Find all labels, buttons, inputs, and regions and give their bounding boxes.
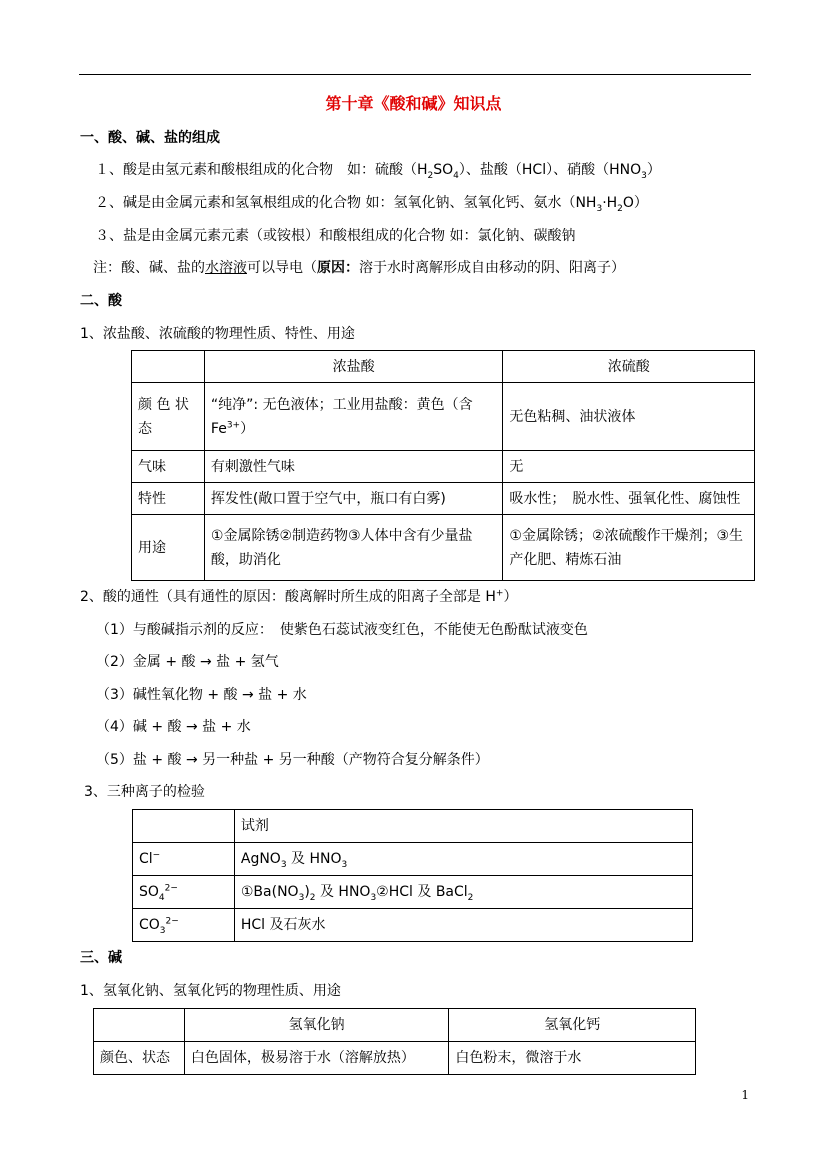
reagent-cl: AgNO$_3$ 及 $HNO_3$ — [234, 843, 692, 876]
ion-test-table — [132, 809, 693, 942]
section-heading-3: 三、碱 — [80, 950, 122, 966]
row-label-use: 用途 — [132, 515, 205, 581]
cell-naoh-color: 白色固体，极易溶于水（溶解放热） — [184, 1042, 449, 1075]
cell-hcl-property: 挥发性(敞口置于空气中，瓶口有白雾) — [204, 483, 503, 515]
acid-prop-1: （1）与酸碱指示剂的反应： 使紫色石蕊试液变红色，不能使无色酚酞试液变色 — [96, 622, 588, 638]
section-heading-2: 二、酸 — [80, 293, 122, 309]
row-label-property: 特性 — [132, 483, 205, 515]
line-base-def: ２、碱是由金属元素和氢氧根组成的化合物 如：氢氧化钠、氢氧化钙、氨水$(NH_3\cdot H_2O)$ — [95, 195, 648, 214]
reagent-so4: $①Ba(NO_3)_2$ 及 $HNO_3②HCl$ 及 BaCl$_2$ — [234, 876, 692, 909]
cell-hcl-color: “纯净”: 无色液体；工业用盐酸：黄色（含$Fe^{3+}$） — [204, 383, 503, 451]
cell-h2so4-use: ①金属除锈；②浓硫酸作干燥剂；③生产化肥、精炼石油 — [503, 515, 755, 581]
acid-properties-table — [131, 350, 755, 581]
acid-prop-4: （4）碱 + 酸 → 盐 + 水 — [96, 719, 251, 735]
row-label-smell: 气味 — [132, 451, 205, 483]
line-salt-def: ３、盐是由金属元素元素（或铵根）和酸根组成的化合物 如：氯化钠、碳酸钠 — [95, 228, 576, 244]
cell-h2so4-color: 无色粘稠、油状液体 — [503, 383, 755, 451]
base-properties-table — [93, 1008, 696, 1075]
section-heading-1: 一、酸、碱、盐的组成 — [80, 130, 220, 146]
header-reagent: 试剂 — [234, 810, 692, 843]
cell-hcl-smell: 有刺激性气味 — [204, 451, 503, 483]
cell-h2so4-smell: 无 — [503, 451, 755, 483]
header-caoh2: 氢氧化钙 — [449, 1009, 696, 1042]
acid-prop-2: （2）金属 + 酸 → 盐 + 氢气 — [96, 654, 279, 670]
subheading-base-props: 1、氢氧化钠、氢氧化钙的物理性质、用途 — [80, 983, 341, 999]
header-rule — [79, 74, 751, 75]
header-h2so4: 浓硫酸 — [503, 351, 755, 383]
header-hcl: 浓盐酸 — [204, 351, 503, 383]
reagent-co3: HCl 及石灰水 — [234, 909, 692, 942]
page-number: 1 — [741, 1088, 749, 1102]
subheading-acid-general: 2、酸的通性（具有通性的原因：酸离解时所生成的阳离子全部是 H+） — [80, 588, 518, 605]
line-acid-def: １、酸是由氢元素和酸根组成的化合物 如：硫酸$(H_2SO_4)$、盐酸（HCl）、硝酸$(HNO_3)$ — [95, 162, 661, 181]
cell-h2so4-property: 吸水性； 脱水性、强氧化性、腐蚀性 — [503, 483, 755, 515]
ion-so4: $SO_4^{2-}$ — [133, 876, 235, 909]
ion-cl: Cl− — [133, 843, 235, 876]
acid-prop-3: （3）碱性氧化物 + 酸 → 盐 + 水 — [96, 687, 307, 703]
cell-caoh2-color: 白色粉末，微溶于水 — [449, 1042, 696, 1075]
row-label-color: 颜 色 状 态 — [132, 383, 205, 451]
acid-prop-5: （5）盐 + 酸 → 另一种盐 + 另一种酸（产物符合复分解条件） — [96, 752, 489, 768]
subheading-ion-test: 3、三种离子的检验 — [84, 784, 205, 800]
note-line: 注：酸、碱、盐的水溶液可以导电（原因：溶于水时离解形成自由移动的阴、阳离子） — [93, 260, 625, 276]
cell-hcl-use: ①金属除锈②制造药物③人体中含有少量盐酸，助消化 — [204, 515, 503, 581]
row-label-color-state: 颜色、状态 — [94, 1042, 185, 1075]
page-title: 第十章《酸和碱》知识点 — [325, 94, 502, 113]
ion-co3: $CO_3^{2-}$ — [133, 909, 235, 942]
header-naoh: 氢氧化钠 — [184, 1009, 449, 1042]
subheading-acid-props: 1、浓盐酸、浓硫酸的物理性质、特性、用途 — [80, 326, 355, 342]
